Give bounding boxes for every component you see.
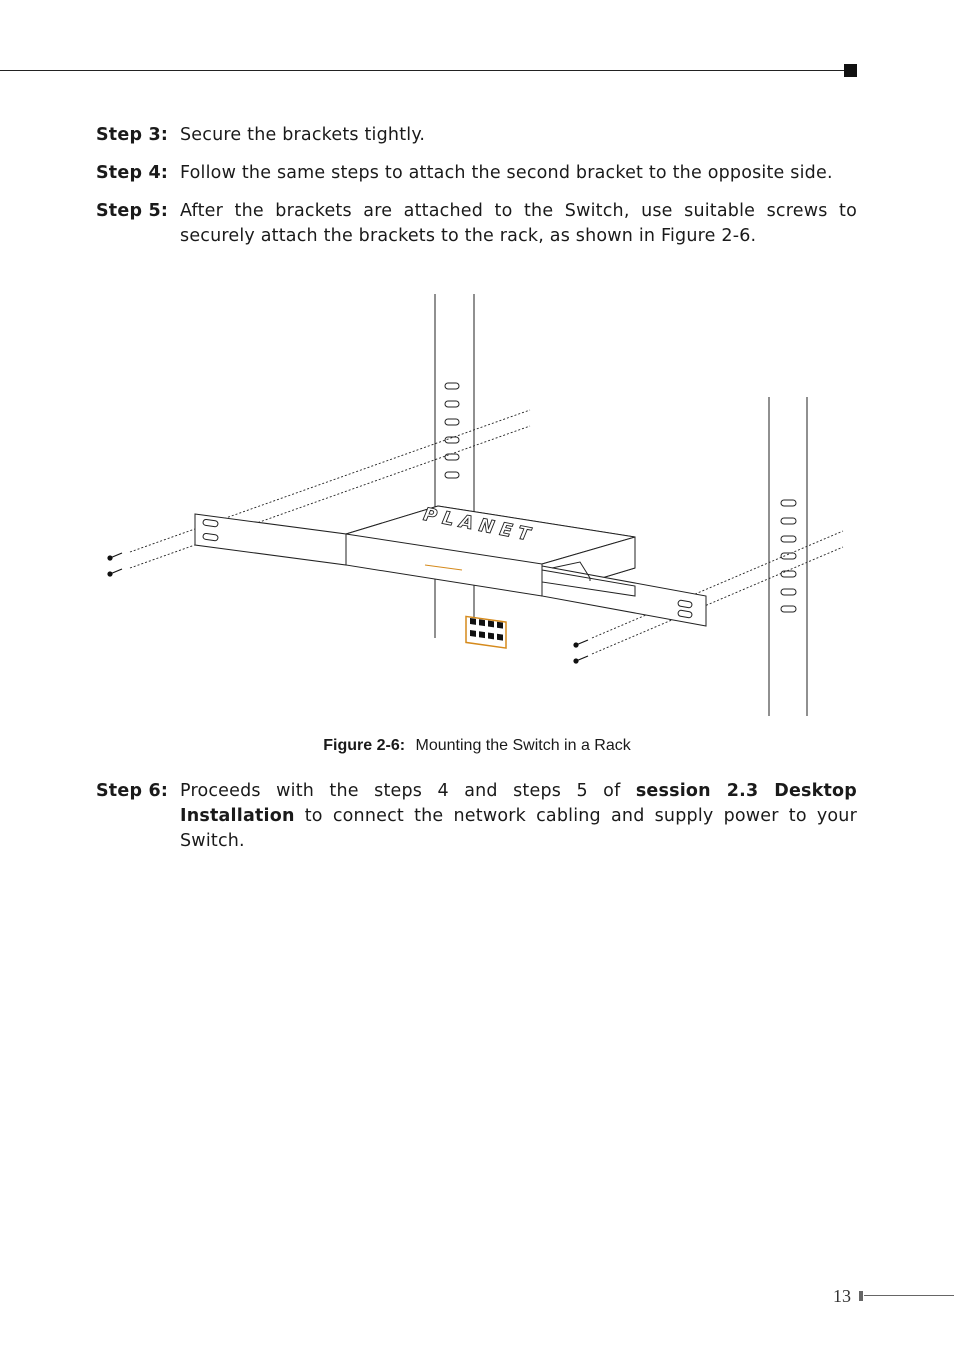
step-label: Step 3: bbox=[96, 125, 169, 145]
step-5 bbox=[96, 199, 857, 249]
step-text bbox=[180, 779, 857, 854]
rack-rail-right bbox=[769, 397, 807, 716]
section-reference: session 2.3 Desktop Installation bbox=[180, 781, 857, 826]
bracket-right bbox=[542, 566, 706, 626]
step-label: Step 4: bbox=[96, 163, 169, 183]
step-3 bbox=[96, 123, 857, 148]
footer-rule bbox=[864, 1295, 954, 1296]
figure-caption bbox=[0, 737, 954, 755]
rack-mount-illustration bbox=[100, 290, 860, 720]
page-number: 13 bbox=[833, 1286, 851, 1306]
step-6 bbox=[96, 779, 857, 854]
step-4 bbox=[96, 161, 857, 186]
step-text: After the brackets are attached to the Switch, use suitable screws to securely attach the brackets to the rack, as shown in Figure 2-6. bbox=[180, 201, 857, 246]
step-text: Follow the same steps to attach the second bracket to the opposite side. bbox=[180, 163, 833, 183]
header-rule bbox=[0, 70, 848, 71]
step-text-part: Proceeds with the steps 4 and steps 5 of bbox=[180, 781, 636, 801]
figure-caption-text: Mounting the Switch in a Rack bbox=[415, 737, 631, 754]
header-square-marker bbox=[844, 64, 857, 77]
step-text-part: to connect the network cabling and supply power to your Switch. bbox=[180, 806, 857, 851]
figure-label: Figure 2-6: bbox=[323, 737, 406, 754]
rack-rail-left bbox=[435, 294, 474, 638]
bracket-left bbox=[195, 514, 346, 565]
footer-marker bbox=[859, 1291, 863, 1301]
step-label: Step 5: bbox=[96, 201, 169, 221]
step-label: Step 6: bbox=[96, 781, 169, 801]
step-text: Secure the brackets tightly. bbox=[180, 125, 426, 145]
svg-text:PLANET: PLANET bbox=[421, 504, 538, 547]
